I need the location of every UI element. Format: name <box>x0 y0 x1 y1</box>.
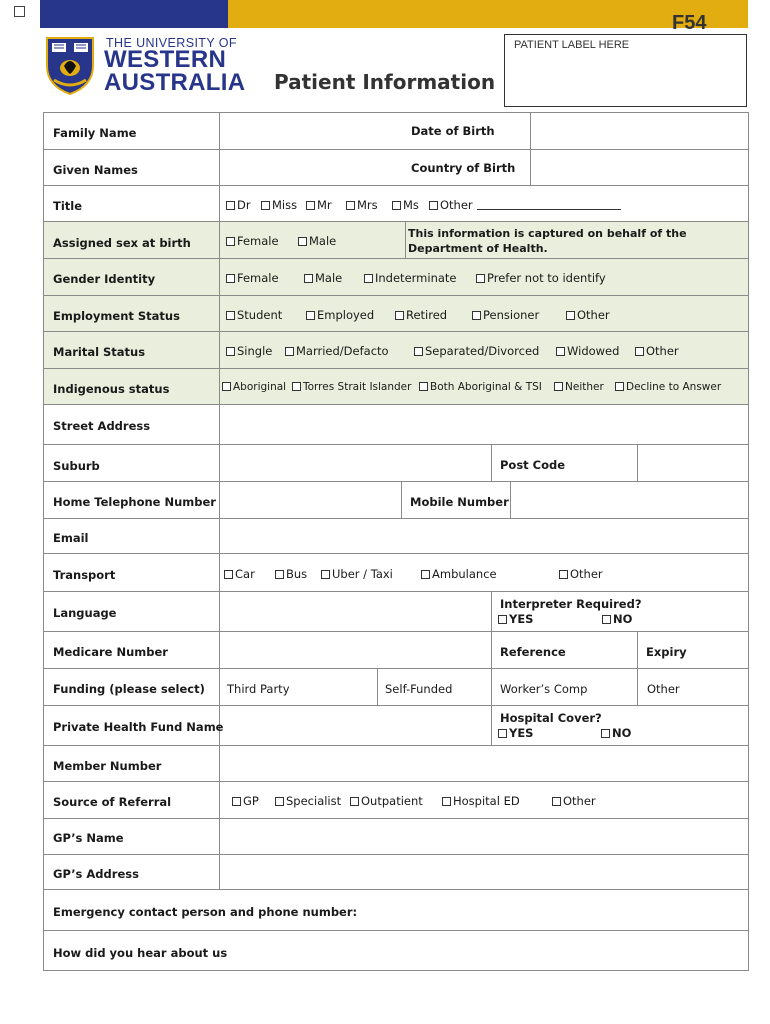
marital-option-separated[interactable]: Separated/Divorced <box>414 344 539 358</box>
home-phone-field[interactable] <box>220 482 400 518</box>
postcode-field[interactable] <box>638 445 748 481</box>
home-phone-label: Home Telephone Number <box>53 495 216 509</box>
interpreter-yes[interactable]: YES <box>498 612 533 626</box>
gender-option-female[interactable]: Female <box>226 271 279 285</box>
row-phone <box>44 482 748 519</box>
patient-form-table <box>43 112 749 971</box>
referral-option-other[interactable]: Other <box>552 794 596 808</box>
gender-option-male[interactable]: Male <box>304 271 342 285</box>
gender-label: Gender Identity <box>53 272 156 286</box>
form-code: F54 <box>672 12 707 34</box>
checkbox[interactable] <box>321 570 330 579</box>
language-label: Language <box>53 606 117 620</box>
row-transport <box>44 554 748 592</box>
checkbox[interactable] <box>226 201 235 210</box>
mobile-label: Mobile Number <box>410 495 509 509</box>
checkbox[interactable] <box>498 729 507 738</box>
gp-address-field[interactable] <box>220 855 748 889</box>
row-health-fund <box>44 706 748 746</box>
medicare-label: Medicare Number <box>53 645 168 659</box>
employment-option-other[interactable]: Other <box>566 308 610 322</box>
row-given-names <box>44 150 748 186</box>
emergency-contact-label: Emergency contact person and phone number: <box>53 905 358 919</box>
transport-option-ambulance[interactable]: Ambulance <box>421 567 497 581</box>
checkbox[interactable] <box>306 201 315 210</box>
row-referral <box>44 782 748 819</box>
dob-field[interactable] <box>531 113 747 149</box>
checkbox[interactable] <box>304 274 313 283</box>
indigenous-label: Indigenous status <box>53 382 170 396</box>
gp-name-field[interactable] <box>220 819 748 854</box>
title-label: Title <box>53 199 83 213</box>
checkbox[interactable] <box>476 274 485 283</box>
checkbox[interactable] <box>601 729 610 738</box>
street-label: Street Address <box>53 419 151 433</box>
checkbox[interactable] <box>419 382 428 391</box>
employment-option-retired[interactable]: Retired <box>395 308 447 322</box>
referral-option-hospital-ed[interactable]: Hospital ED <box>442 794 520 808</box>
checkbox[interactable] <box>498 615 507 624</box>
indigenous-option-both[interactable]: Both Aboriginal & TSI <box>419 381 542 393</box>
checkbox[interactable] <box>556 347 565 356</box>
mobile-field[interactable] <box>511 482 748 518</box>
checkbox[interactable] <box>364 274 373 283</box>
sex-label: Assigned sex at birth <box>53 236 191 250</box>
gender-option-prefer-not[interactable]: Prefer not to identify <box>476 271 606 285</box>
checkbox[interactable] <box>392 201 401 210</box>
hospital-cover-label: Hospital Cover? <box>500 711 602 725</box>
logo-line-1: THE UNIVERSITY OF <box>106 36 237 50</box>
employment-option-employed[interactable]: Employed <box>306 308 374 322</box>
row-medicare <box>44 632 748 669</box>
row-member-number <box>44 746 748 782</box>
how-heard-label: How did you hear about us <box>53 946 228 960</box>
title-other-line[interactable] <box>477 199 621 210</box>
checkbox[interactable] <box>346 201 355 210</box>
checkbox[interactable] <box>232 797 241 806</box>
checkbox[interactable] <box>226 347 235 356</box>
funding-label: Funding (please select) <box>53 682 205 696</box>
hospital-cover-no[interactable]: NO <box>601 726 631 740</box>
university-crest-logo <box>44 36 96 96</box>
marital-option-other[interactable]: Other <box>635 344 679 358</box>
interpreter-no[interactable]: NO <box>602 612 632 626</box>
row-sex <box>44 222 748 259</box>
checkbox[interactable] <box>275 797 284 806</box>
checkbox[interactable] <box>554 382 563 391</box>
checkbox[interactable] <box>350 797 359 806</box>
email-label: Email <box>53 531 89 545</box>
sex-note: This information is captured on behalf of the Department of Health. <box>408 227 687 255</box>
expiry-label: Expiry <box>646 645 687 659</box>
country-of-birth-field[interactable] <box>531 150 747 185</box>
row-gender <box>44 259 748 296</box>
interpreter-label: Interpreter Required? <box>500 597 642 611</box>
how-heard-field[interactable] <box>224 931 748 970</box>
checkbox[interactable] <box>298 237 307 246</box>
row-email <box>44 519 748 554</box>
member-number-field[interactable] <box>220 746 748 781</box>
checkbox[interactable] <box>285 347 294 356</box>
checkbox[interactable] <box>414 347 423 356</box>
checkbox[interactable] <box>566 311 575 320</box>
logo-line-3: AUSTRALIA <box>104 69 246 96</box>
checkbox[interactable] <box>226 311 235 320</box>
member-number-label: Member Number <box>53 759 162 773</box>
health-fund-label: Private Health Fund Name <box>53 720 224 734</box>
row-family-name <box>44 113 748 150</box>
patient-label-text: PATIENT LABEL HERE <box>514 39 630 51</box>
hospital-cover-yes[interactable]: YES <box>498 726 533 740</box>
row-employment <box>44 296 748 332</box>
funding-option-self-funded[interactable]: Self-Funded <box>385 682 453 696</box>
given-names-label: Given Names <box>53 163 138 177</box>
page-title: Patient Information <box>274 70 496 94</box>
corner-checkbox[interactable] <box>14 6 25 17</box>
postcode-label: Post Code <box>500 458 566 472</box>
checkbox[interactable] <box>442 797 451 806</box>
row-emergency <box>44 890 748 931</box>
emergency-contact-field[interactable] <box>334 890 748 930</box>
referral-option-outpatient[interactable]: Outpatient <box>350 794 423 808</box>
checkbox[interactable] <box>306 311 315 320</box>
row-marital <box>44 332 748 369</box>
row-suburb <box>44 445 748 482</box>
given-names-field[interactable] <box>220 150 400 185</box>
title-option-mrs[interactable]: Mrs <box>346 198 378 212</box>
row-title <box>44 186 748 222</box>
dob-label: Date of Birth <box>411 124 495 138</box>
checkbox[interactable] <box>395 311 404 320</box>
checkbox[interactable] <box>226 237 235 246</box>
transport-label: Transport <box>53 568 116 582</box>
checkbox[interactable] <box>559 570 568 579</box>
language-field[interactable] <box>220 592 490 631</box>
transport-option-car[interactable]: Car <box>224 567 255 581</box>
employment-option-student[interactable]: Student <box>226 308 282 322</box>
gp-address-label: GP’s Address <box>53 867 139 881</box>
row-language <box>44 592 748 632</box>
checkbox[interactable] <box>635 347 644 356</box>
referral-option-gp[interactable]: GP <box>232 794 259 808</box>
row-gp-address <box>44 855 748 890</box>
checkbox[interactable] <box>224 570 233 579</box>
row-gp-name <box>44 819 748 855</box>
transport-option-taxi[interactable]: Uber / Taxi <box>321 567 393 581</box>
funding-option-other[interactable]: Other <box>647 682 680 696</box>
checkbox[interactable] <box>615 382 624 391</box>
suburb-field[interactable] <box>220 445 490 481</box>
indigenous-option-aboriginal[interactable]: Aboriginal <box>222 381 286 393</box>
row-indigenous <box>44 369 748 405</box>
checkbox[interactable] <box>261 201 270 210</box>
marital-option-single[interactable]: Single <box>226 344 272 358</box>
street-field[interactable] <box>220 405 748 444</box>
medicare-field[interactable] <box>220 632 490 668</box>
country-of-birth-label: Country of Birth <box>411 161 516 175</box>
suburb-label: Suburb <box>53 459 100 473</box>
family-name-label: Family Name <box>53 126 137 140</box>
checkbox[interactable] <box>552 797 561 806</box>
logo-line-2: WESTERN <box>104 46 227 73</box>
checkbox[interactable] <box>222 382 231 391</box>
title-option-mr[interactable]: Mr <box>306 198 332 212</box>
indigenous-option-decline[interactable]: Decline to Answer <box>615 381 721 393</box>
marital-option-widowed[interactable]: Widowed <box>556 344 619 358</box>
title-option-miss[interactable]: Miss <box>261 198 297 212</box>
reference-label: Reference <box>500 645 566 659</box>
employment-label: Employment Status <box>53 309 180 323</box>
checkbox[interactable] <box>602 615 611 624</box>
sex-option-female[interactable]: Female <box>226 234 279 248</box>
gp-name-label: GP’s Name <box>53 831 124 845</box>
family-name-field[interactable] <box>220 113 400 149</box>
row-how-heard <box>44 931 748 970</box>
transport-option-bus[interactable]: Bus <box>275 567 307 581</box>
row-funding <box>44 669 748 706</box>
gender-option-indeterminate[interactable]: Indeterminate <box>364 271 456 285</box>
title-option-dr[interactable]: Dr <box>226 198 251 212</box>
marital-option-married[interactable]: Married/Defacto <box>285 344 389 358</box>
sex-option-male[interactable]: Male <box>298 234 336 248</box>
checkbox[interactable] <box>292 382 301 391</box>
header-bar-gold <box>228 0 748 28</box>
funding-option-workers-comp[interactable]: Worker’s Comp <box>500 682 588 696</box>
checkbox[interactable] <box>429 201 438 210</box>
email-field[interactable] <box>220 519 748 553</box>
transport-option-other[interactable]: Other <box>559 567 603 581</box>
indigenous-option-neither[interactable]: Neither <box>554 381 604 393</box>
row-street <box>44 405 748 445</box>
checkbox[interactable] <box>472 311 481 320</box>
title-option-ms[interactable]: Ms <box>392 198 419 212</box>
employment-option-pensioner[interactable]: Pensioner <box>472 308 539 322</box>
marital-label: Marital Status <box>53 345 146 359</box>
header-bar-blue <box>40 0 228 28</box>
checkbox[interactable] <box>275 570 284 579</box>
referral-label: Source of Referral <box>53 795 172 809</box>
indigenous-option-tsi[interactable]: Torres Strait Islander <box>292 381 411 393</box>
title-option-other[interactable]: Other <box>429 198 621 212</box>
health-fund-field[interactable] <box>220 706 490 745</box>
referral-option-specialist[interactable]: Specialist <box>275 794 341 808</box>
checkbox[interactable] <box>226 274 235 283</box>
checkbox[interactable] <box>421 570 430 579</box>
funding-option-third-party[interactable]: Third Party <box>227 682 290 696</box>
